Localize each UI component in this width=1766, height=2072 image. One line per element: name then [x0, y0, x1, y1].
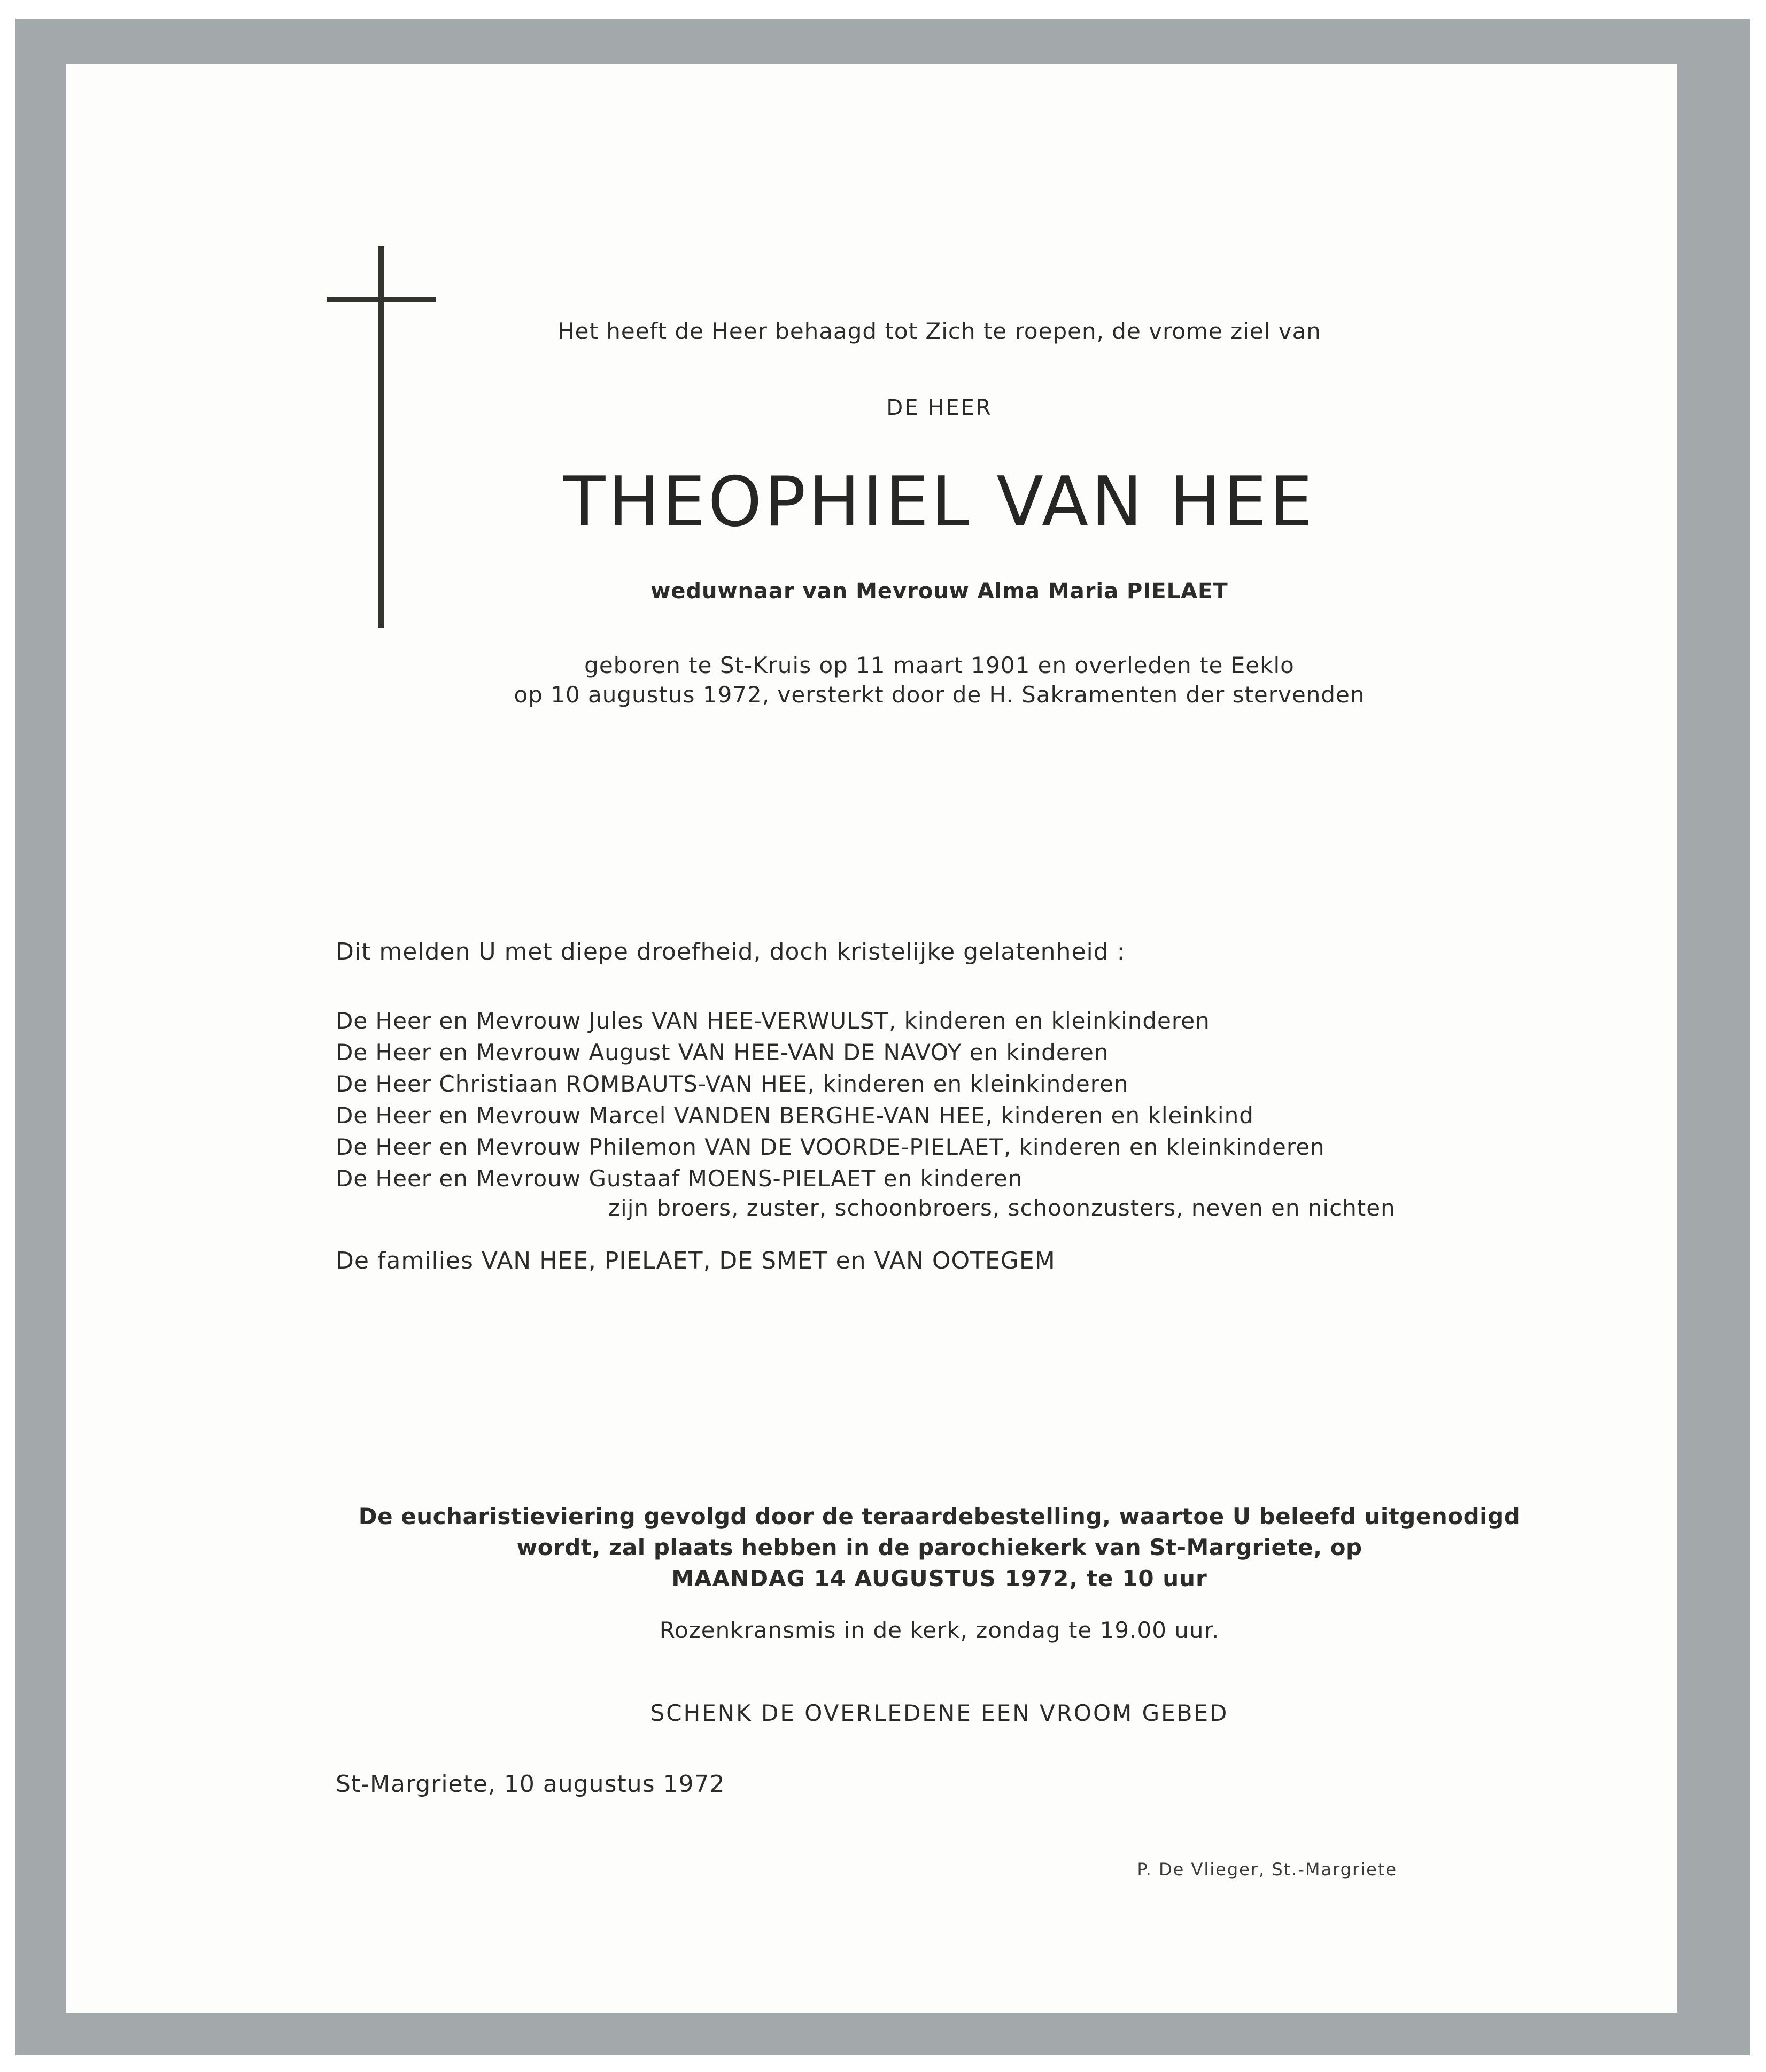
- widower-line: weduwnaar van Mevrouw Alma Maria PIELAET: [650, 579, 1228, 604]
- cross-icon: [378, 246, 384, 628]
- deceased-name: THEOPHIEL VAN HEE: [563, 462, 1315, 542]
- relative-line: De Heer en Mevrouw Philemon VAN DE VOORDE-PIELAET, kinderen en kleinkinderen: [336, 1134, 1325, 1160]
- place-date: St-Margriete, 10 augustus 1972: [336, 1771, 725, 1798]
- relative-line: De Heer en Mevrouw August VAN HEE-VAN DE NAVOY en kinderen: [336, 1039, 1109, 1065]
- death-line: op 10 augustus 1972, versterkt door de H. Sakramenten der stervenden: [514, 682, 1365, 708]
- families-line: De families VAN HEE, PIELAET, DE SMET en VAN OOTEGEM: [336, 1247, 1056, 1274]
- printer-credit: P. De Vlieger, St.-Margriete: [1137, 1859, 1397, 1880]
- relative-line: De Heer Christiaan ROMBAUTS-VAN HEE, kinderen en kleinkinderen: [336, 1071, 1129, 1097]
- prayer-request: SCHENK DE OVERLEDENE EEN VROOM GEBED: [650, 1700, 1229, 1726]
- rosary-mass: Rozenkransmis in de kerk, zondag te 19.00 uur.: [659, 1617, 1220, 1643]
- relative-line: De Heer en Mevrouw Gustaaf MOENS-PIELAET en kinderen: [336, 1165, 1023, 1192]
- relative-line: De Heer en Mevrouw Jules VAN HEE-VERWULST, kinderen en kleinkinderen: [336, 1008, 1210, 1034]
- mourners-announcement: Dit melden U met diepe droefheid, doch kristelijke gelatenheid :: [336, 938, 1126, 965]
- relatives-suffix: zijn broers, zuster, schoonbroers, schoonzusters, neven en nichten: [608, 1195, 1396, 1221]
- intro-text: Het heeft de Heer behaagd tot Zich te roepen, de vrome ziel van: [557, 318, 1321, 344]
- relative-line: De Heer en Mevrouw Marcel VANDEN BERGHE-VAN HEE, kinderen en kleinkind: [336, 1102, 1254, 1128]
- service-date: MAANDAG 14 AUGUSTUS 1972, te 10 uur: [671, 1565, 1207, 1591]
- cross-icon-bar: [327, 297, 436, 302]
- service-line-1: De eucharistieviering gevolgd door de teraardebestelling, waartoe U beleefd uitgenodigd: [358, 1503, 1521, 1529]
- relatives-list: [336, 1005, 1325, 1194]
- honorific: DE HEER: [886, 396, 993, 420]
- birth-line: geboren te St-Kruis op 11 maart 1901 en overleden te Eeklo: [584, 652, 1295, 678]
- service-line-2: wordt, zal plaats hebben in de parochiekerk van St-Margriete, op: [516, 1534, 1362, 1560]
